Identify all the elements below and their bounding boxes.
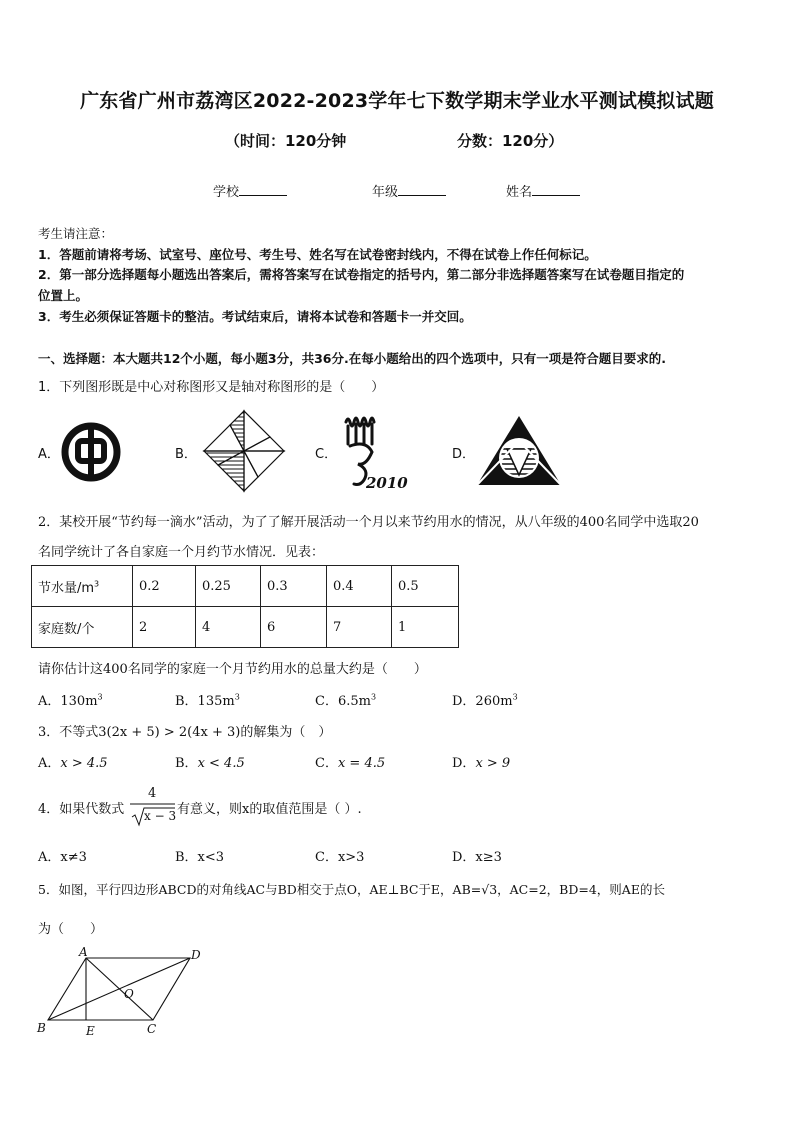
q2-option-d[interactable] xyxy=(452,690,518,709)
table-cell: 0.3 xyxy=(261,566,327,607)
point-o-label: O xyxy=(124,987,134,1001)
q4-denominator: x − 3 xyxy=(144,809,177,823)
exam-time: （时间：120分钟 xyxy=(225,132,347,150)
note-1: 1．答题前请将考场、试室号、座位号、考生号、姓名写在试卷密封线内，不得在试卷上作任何标记。 xyxy=(38,247,597,262)
q2-option-b[interactable] xyxy=(175,690,240,709)
table-header-cell: 家庭数/个 xyxy=(32,607,133,648)
option-expression: x > 9 xyxy=(475,756,511,771)
option-expression: x < 4.5 xyxy=(197,756,245,771)
table-cell: 0.25 xyxy=(196,566,261,607)
option-expression: x = 4.5 xyxy=(337,756,386,771)
option-text: A．130m xyxy=(38,694,98,709)
section-heading: 一、选择题：本大题共12个小题，每小题3分，共36分.在每小题给出的四个选项中，只有一项是符合题目要求的. xyxy=(38,351,666,366)
exam-score: 分数：120分） xyxy=(457,132,564,150)
q4-numerator: 4 xyxy=(148,786,157,801)
q5-stem-line2: 为（ ） xyxy=(38,922,104,937)
name-label: 姓名 xyxy=(506,185,533,200)
option-text: C．6.5m xyxy=(315,694,371,709)
option-sup: 3 xyxy=(370,692,377,702)
table-cell: 0.2 xyxy=(133,566,196,607)
option-sup: 3 xyxy=(97,692,103,702)
table-row xyxy=(32,566,459,607)
water-saving-table xyxy=(31,565,459,648)
q4-option-d[interactable]: D．x≥3 xyxy=(452,850,502,865)
q3-stem-a: 3．不等式 xyxy=(38,725,99,740)
q4-stem-b: 有意义，则x的取值范围是（ ）. xyxy=(177,802,362,817)
triangle-circle-figure xyxy=(474,413,564,489)
q3-option-c[interactable] xyxy=(315,752,385,771)
point-d-label: D xyxy=(191,948,201,962)
table-cell: 7 xyxy=(327,607,392,648)
q2-stem-line2: 名同学统计了各自家庭一个月约节水情况．见表： xyxy=(38,545,325,560)
point-b-label: B xyxy=(37,1021,46,1035)
option-text: D．260m xyxy=(452,694,513,709)
expo-2010-logo-figure xyxy=(340,408,410,493)
table-cell: 1 xyxy=(392,607,459,648)
row-header-text: 节水量/m xyxy=(38,580,95,596)
q4-stem-a: 4．如果代数式 xyxy=(38,802,125,817)
option-sup: 3 xyxy=(234,692,240,702)
option-label: A． xyxy=(38,756,61,771)
table-cell: 0.5 xyxy=(392,566,459,607)
point-e-label: E xyxy=(86,1024,95,1038)
grade-label: 年级 xyxy=(372,185,399,200)
bank-of-china-logo-figure xyxy=(60,421,122,483)
option-label: B． xyxy=(175,756,198,771)
option-text: B．135m xyxy=(175,694,235,709)
parallelogram-diagram xyxy=(30,942,220,1042)
q5-stem-line1: 5．如图，平行四边形ABCD的对角线AC与BD相交于点O，AE⊥BC于E，AB=√3，AC=2，BD=4，则AE的长 xyxy=(38,882,665,897)
note-2a: 2．第一部分选择题每小题选出答案后，需将答案写在试卷指定的括号内，第二部分非选择题答案写在试卷题目指定的 xyxy=(38,267,685,282)
point-c-label: C xyxy=(147,1022,157,1036)
name-field[interactable] xyxy=(506,181,580,200)
q1-option-b-label: B． xyxy=(175,447,197,462)
q4-option-b[interactable]: B．x<3 xyxy=(175,850,225,865)
table-cell: 6 xyxy=(261,607,327,648)
q2-option-a[interactable] xyxy=(38,690,103,709)
school-field[interactable] xyxy=(213,181,287,200)
option-sup: 3 xyxy=(512,692,518,702)
point-a-label: A xyxy=(79,945,88,959)
q2-option-c[interactable] xyxy=(315,690,376,709)
q3-option-a[interactable] xyxy=(38,752,108,771)
table-cell: 4 xyxy=(196,607,261,648)
expo-year-text: 2010 xyxy=(366,474,408,492)
q2-stem-line1: 2．某校开展“节约每一滴水”活动，为了了解开展活动一个月以来节约用水的情况，从八年级的400名同学中选取20 xyxy=(38,515,699,530)
q4-option-a[interactable]: A．x≠3 xyxy=(38,850,87,865)
exam-title: 广东省广州市荔湾区2022-2023学年七下数学期末学业水平测试模拟试题 xyxy=(80,90,714,112)
q1-stem: 1．下列图形既是中心对称图形又是轴对称图形的是（ ） xyxy=(38,380,385,395)
note-3: 3．考生必须保证答题卡的整洁。考试结束后，请将本试卷和答题卡一并交回。 xyxy=(38,309,472,324)
table-cell: 0.4 xyxy=(327,566,392,607)
grade-field[interactable] xyxy=(372,181,446,200)
table-header-cell xyxy=(32,566,133,607)
note-2b: 位置上。 xyxy=(38,288,89,303)
q3-option-d[interactable] xyxy=(452,752,510,771)
name-blank[interactable] xyxy=(532,183,580,196)
q3-option-b[interactable] xyxy=(175,752,245,771)
q1-option-a-label: A． xyxy=(38,447,60,462)
school-blank[interactable] xyxy=(239,183,287,196)
school-label: 学校 xyxy=(213,185,240,200)
unit-superscript: 3 xyxy=(94,579,100,589)
q2-question: 请你估计这400名同学的家庭一个月节约用水的总量大约是（ ） xyxy=(38,662,427,677)
diagonal-bd xyxy=(48,958,190,1020)
table-row xyxy=(32,607,459,648)
pinwheel-figure xyxy=(200,407,288,495)
q3-stem xyxy=(38,721,331,740)
option-expression: x > 4.5 xyxy=(60,756,108,771)
q3-stem-b: 的解集为（ ） xyxy=(240,725,332,740)
table-cell: 2 xyxy=(133,607,196,648)
grade-blank[interactable] xyxy=(398,183,446,196)
q4-option-c[interactable]: C．x>3 xyxy=(315,850,365,865)
option-label: C． xyxy=(315,756,338,771)
option-label: D． xyxy=(452,756,476,771)
q1-option-c-label: C． xyxy=(315,447,338,462)
q1-option-d-label: D． xyxy=(452,447,476,462)
notes-heading: 考生请注意： xyxy=(38,226,114,241)
q3-expression: 3(2x + 5) > 2(4x + 3) xyxy=(98,725,241,740)
